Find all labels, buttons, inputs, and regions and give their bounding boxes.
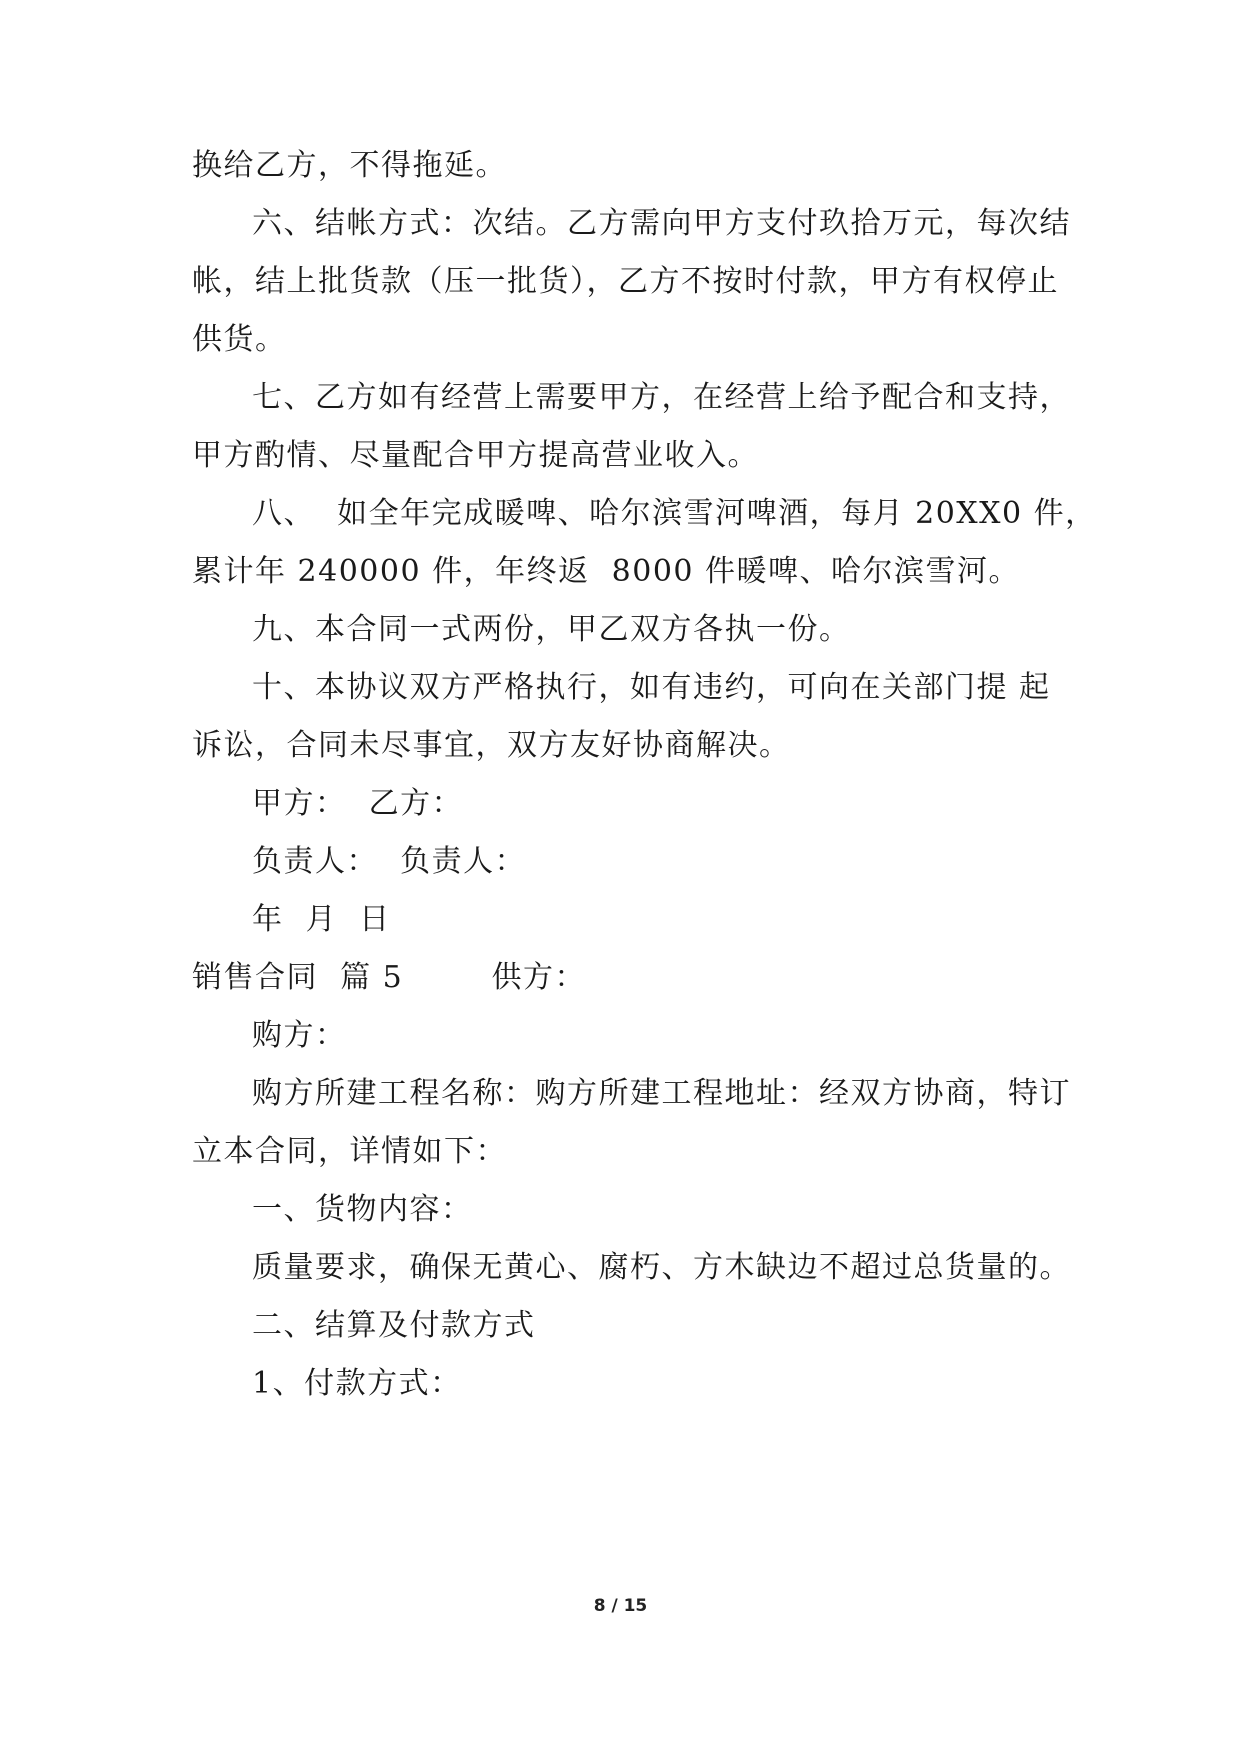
text-line: 一、货物内容：: [252, 1192, 473, 1227]
text-line: 换给乙方，不得拖延。: [192, 148, 507, 183]
text-line: 1、付款方式：: [252, 1366, 462, 1401]
text-line: 购方：: [252, 1018, 347, 1053]
signature-line-responsible: 负责人： 负责人：: [252, 844, 527, 879]
signature-line-date: 年 月 日: [252, 902, 391, 937]
text-line: 二、结算及付款方式: [252, 1308, 536, 1343]
text-line: 购方所建工程名称：购方所建工程地址：经双方协商，特订: [252, 1076, 1071, 1111]
signature-line-parties: 甲方： 乙方：: [252, 786, 464, 821]
text-line: 六、结帐方式：次结。乙方需向甲方支付玖拾万元，每次结: [252, 206, 1071, 241]
text-line: 累计年 240000 件，年终返 8000 件暖啤、哈尔滨雪河。: [192, 554, 1021, 589]
text-line: 七、乙方如有经营上需要甲方，在经营上给予配合和支持，: [252, 380, 1071, 415]
text-line: 质量要求，确保无黄心、腐朽、方木缺边不超过总货量的。: [252, 1250, 1071, 1285]
text-line: 甲方酌情、尽量配合甲方提高营业收入。: [192, 438, 759, 473]
text-line: 帐，结上批货款（压一批货），乙方不按时付款，甲方有权停止: [192, 264, 1059, 299]
page-number: 8 / 15: [593, 1596, 648, 1616]
text-line: 八、 如全年完成暖啤、哈尔滨雪河啤酒，每月 20XX0 件，: [252, 496, 1097, 531]
text-line: 诉讼，合同未尽事宜，双方友好协商解决。: [192, 728, 791, 763]
text-line: 十、本协议双方严格执行，如有违约，可向在关部门提 起: [252, 670, 1051, 705]
text-line: 立本合同，详情如下：: [192, 1134, 507, 1169]
section-heading: 销售合同 篇 5 供方：: [192, 960, 586, 995]
text-line: 九、本合同一式两份，甲乙双方各执一份。: [252, 612, 851, 647]
text-line: 供货。: [192, 322, 287, 357]
